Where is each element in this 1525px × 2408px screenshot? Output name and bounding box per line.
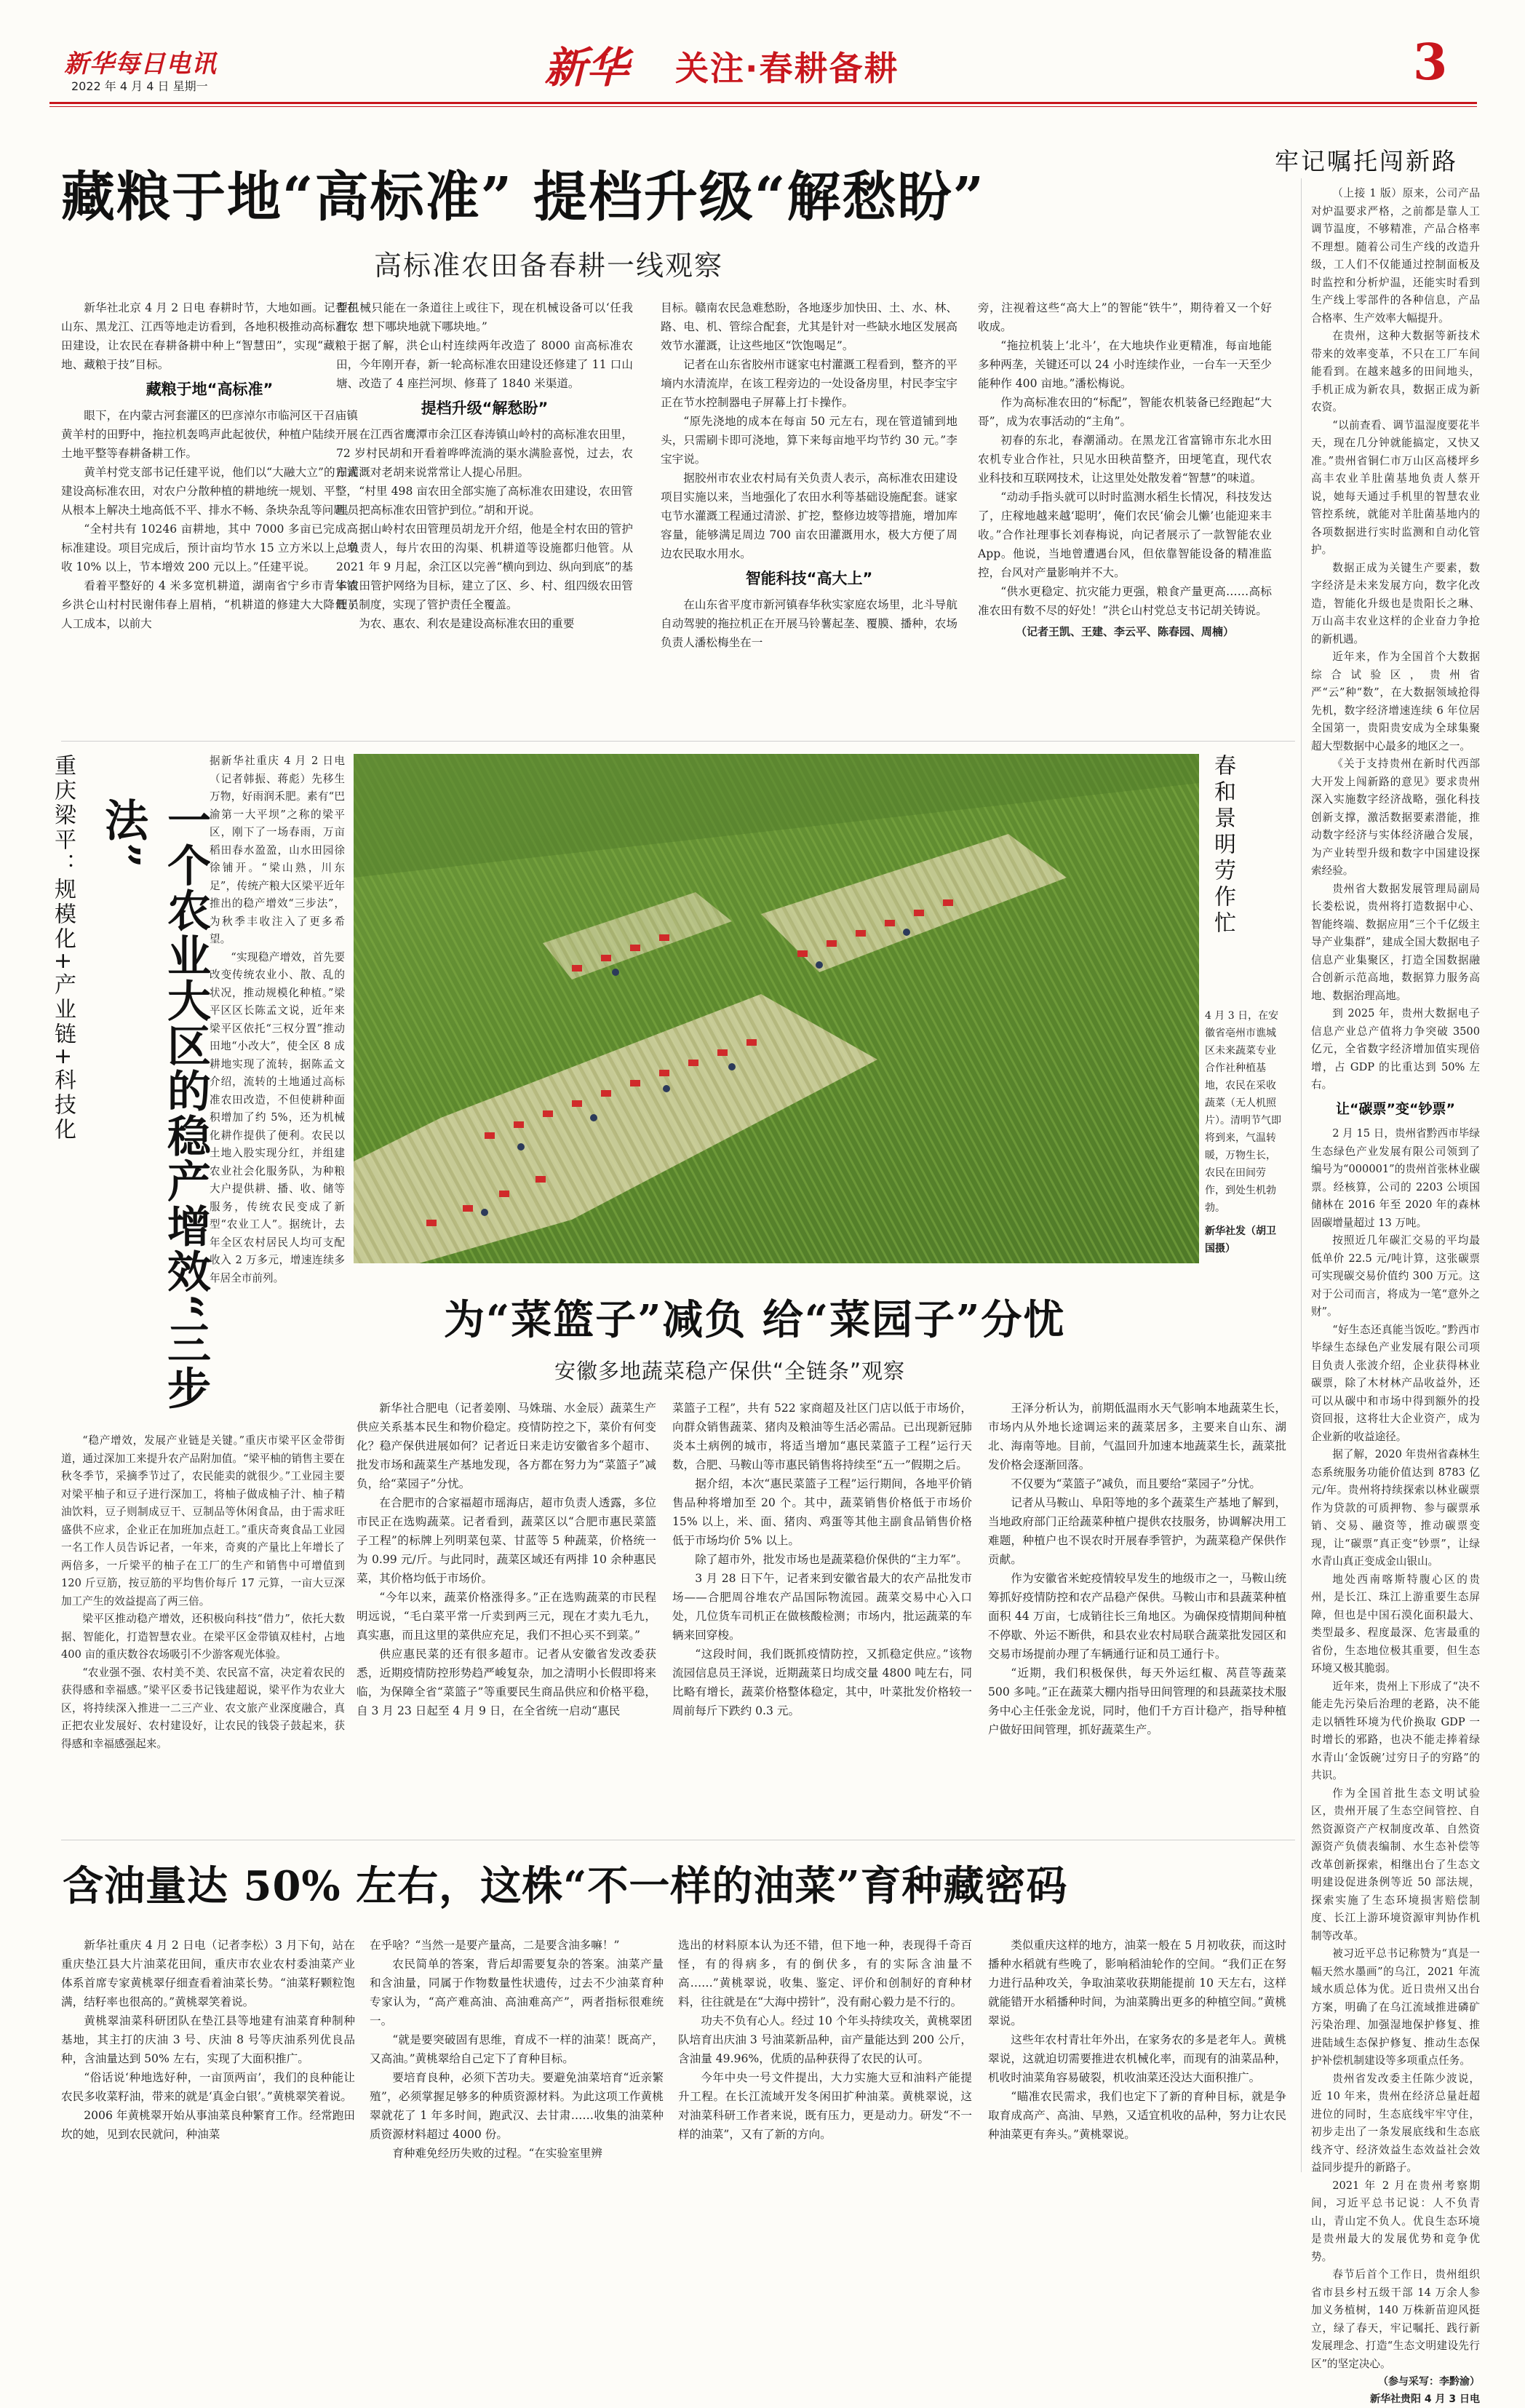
paragraph: “全村共有 10246 亩耕地，其中 7000 多亩已完成高标准建设。项目完成后，预计亩均节水 15 立方米以上，增收 10% 以上，节本增效 200 元以上。”任建平说。: [61, 522, 358, 573]
paragraph: 近年来，作为全国首个大数据综合试验区，贵州省严“云”种“数”，在大数据领域抢得先机，数字经济增速连续 6 年位居全国第一，贵阳贵安成为全球集聚超大型数据中心最多的地区之一。: [1311, 651, 1480, 752]
article1-col1: [61, 298, 358, 633]
paragraph: “这段时间，我们既抓疫情防控，又抓稳定供应。”该物流园信息员王泽说，近期蔬菜日均成交量 4800 吨左右，同比略有增长，蔬菜价格整体稳定，其中，叶菜批发价格较一周前每斤下跌约 0.3 元。: [672, 1648, 972, 1717]
paragraph: 今年中央一号文件提出，大力实施大豆和油料产能提升工程。在长江流域开发冬闲田扩种油菜。黄桃翠说，这对油菜科研工作者来说，既有压力，更是动力。研发“不一样的油菜”，又有了新的方向。: [678, 2071, 972, 2141]
subhead: 提档升级“解愁盼”: [421, 400, 549, 417]
paragraph: 型机械只能在一条道往上或往下，现在机械设备可以‘任我行’，想下哪块地就下哪块地。”: [336, 301, 633, 333]
vertical-col1: [210, 752, 345, 1287]
paragraph: 3 月 28 日下午，记者来到安徽省最大的农产品批发市场——合肥周谷堆农产品国际物流园。蔬菜交易中心入口处，几位货车司机正在做核酸检测；市场内，批运蔬菜的车辆来回穿梭。: [672, 1572, 972, 1642]
sidebar-dateline: 新华社贵阳 4 月 3 日电: [1370, 2393, 1480, 2405]
sidebar-body: [1311, 185, 1480, 2408]
paragraph: 选出的材料原本认为还不错，但下地一种，表现得千奇百怪，有的得病多，有的倒伏多，有的实际含油量不高……”黄桃翠说，收集、鉴定、评价和创制好的育种材料，往往就是在“大海中捞针”，没有耐心毅力是不行的。: [678, 1939, 972, 2008]
paragraph: 数据正成为关键生产要素，数字经济是未来发展方向，数字化改造，智能化升级也是贵阳长之琳、万山高丰农业这样的企业奋力争抢的新机遇。: [1311, 561, 1480, 645]
paragraph: 2006 年黄桃翠开始从事油菜良种繁育工作。经常跑田坎的她，见到农民就问，种油菜: [61, 2109, 355, 2141]
paragraph: 在乎啥？“当然一是要产量高，二是要含油多嘛！”: [370, 1939, 620, 1952]
paragraph: “供水更稳定、抗灾能力更强，粮食产量更高……高标准农田有数不尽的好处！”洪仑山村党总支书记胡关铸说。: [978, 585, 1272, 617]
paragraph: 初春的东北，春潮涌动。在黑龙江省富锦市东北水田农机专业合作社，只见水田秧苗整齐，田埂笔直，现代农业科技和互联网技术，让这里处处散发着“智慧”的味道。: [978, 434, 1272, 485]
paragraph: 作为安徽省米蛇疫情较早发生的地级市之一，马鞍山统筹抓好疫情防控和农产品稳产保供。马鞍山市和县蔬菜种植面积 44 万亩，七成销往长三角地区。为确保疫情期间种植不停歇、外运不断供，和县农业农村局联合蔬菜批发园区和交易市场提前办理了车辆通行证和员工通行卡。: [988, 1572, 1286, 1661]
paragraph: 据新华社重庆 4 月 2 日电（记者韩振、蒋彪）先移生万物，好雨润禾肥。素有“巴渝第一大平坝”之称的梁平区，刚下了一场春雨，万亩稻田春水盈盈，山水田园徐徐铺开。“梁山熟，川东足”，传统产粮大区梁平近年推出的稳产增效“三步法”，为秋季丰收注入了更多希望。: [210, 755, 345, 945]
subhead: 智能科技“高大上”: [745, 570, 873, 587]
paragraph: 这些年农村青壮年外出，在家务农的多是老年人。黄桃翠说，这就迫切需要推进农机械化率，而现有的油菜品种，机收时油菜角容易破裂，机收油菜还没达大面积推广。: [988, 2033, 1286, 2084]
paragraph: 被习近平总书记称赞为“真是一幅天然水墨画”的乌江，2021 年流域水质总体为优。近日贵州又出台方案，明确了在乌江流域推进磷矿污染治理、加强湿地保护修复、推进陆域生态保护修复、推动生态保护补偿机制建设等多项重点任务。: [1311, 1947, 1480, 2067]
paragraph: 作为全国首批生态文明试验区，贵州开展了生态空间管控、自然资源资产产权制度改革、自然资源资产负债表编制、水生态补偿等改革创新探索，相继出台了生态文明建设促进条例等近 50 部法规，探索实施了生态环境损害赔偿制度、长江上游环境资源审判协作机制等改革。: [1311, 1787, 1480, 1942]
article3-col1: [61, 1936, 355, 2144]
paragraph: 要培育良种，必须下苦功夫。要避免油菜培育“近亲繁殖”，必须掌握足够多的种质资源材料。为此这项工作黄桃翠就花了 1 年多时间，跑武汉、去甘肃……收集的油菜种质资源材料超过 4000 份。: [370, 2071, 664, 2141]
paragraph: 近年来，贵州上下形成了“决不能走先污染后治理的老路，决不能走以牺牲环境为代价换取 GDP 一时增长的邪路，也决不能走捧着绿水青山‘金饭碗’过穷日子的穷路”的共识。: [1311, 1680, 1480, 1781]
article2-headline: 为“菜篮子”减负 给“菜园子”分忧: [444, 1296, 1066, 1344]
paragraph: 2021 年 2 月在贵州考察期间，习近平总书记说：人不负青山，青山定不负人。优良生态环境是贵州最大的发展优势和竞争优势。: [1311, 2179, 1480, 2263]
paragraph: “实现稳产增效，首先要改变传统农业小、散、乱的状况，推动规模化种植。”梁平区区长陈孟文说，近年来梁平区依托“三权分置”推动田地“小改大”，使全区 8 成耕地实现了流转，据陈孟文介绍，流转的土地通过高标准农田改造，不但使耕种面积增加了约 5%，还为机械化耕作提供了便利。农民以土地入股实现分红，并组建农业社会化服务队，为种粮大户提供耕、播、收、储等服务，传统农民变成了新型“农业工人”。据统计，去年全区农村居民人均可支配收入 2 万多元，增速连续多年居全市前列。: [210, 950, 345, 1284]
article2-col3: [988, 1399, 1286, 1739]
article1-col3: [661, 298, 957, 652]
masthead-logo: 新华每日电讯: [64, 49, 217, 79]
paragraph: 春节后首个工作日，贵州组织省市县乡村五级干部 14 万余人参加义务植树，140 万株新苗迎风挺立，绿了春天，牢记嘱托、践行新发展理念、打造“生态文明建设先行区”的坚定决心。: [1311, 2268, 1480, 2370]
article3-col2: [370, 1936, 664, 2163]
paragraph: 新华社合肥电（记者姜刚、马姝瑞、水金辰）蔬菜生产供应关系基本民生和物价稳定。疫情防控之下，菜价有何变化？稳产保供进展如何？记者近日来走访安徽省多个超市、批发市场和蔬菜生产基地发现，各方都在努力为“菜篮子”减负，给“菜园子”分忧。: [357, 1402, 656, 1490]
article3-col4: [988, 1936, 1286, 2144]
paragraph: “俗话说‘种地选好种，一亩顶两亩’，我们的良种能让农民多收菜籽油，带来的就是‘真金白银’。”黄桃翠笑着说。: [61, 2071, 355, 2103]
paragraph: 据了解，2020 年贵州省森林生态系统服务功能价值达到 8783 亿元/年。贵州将持续探索以林业碳票作为贷款的可质押物、参与碳票承销、交易、融资等，推动碳票变现，让“碳票”真正变“钞票”，让绿水青山真正变成金山银山。: [1311, 1448, 1480, 1567]
paragraph: “好生态还真能当饭吃。”黔西市毕绿生态绿色产业发展有限公司项目负责人张波介绍，企业获得林业碳票，除了木材林产品收益外，还可以从碳中和市场中得到额外的投资回报，这将壮大企业资产，成为企业新的收益途径。: [1311, 1323, 1480, 1443]
article1-credit: （记者王凯、王建、李云平、陈春园、周楠）: [1015, 625, 1234, 638]
article3-col3: [678, 1936, 972, 2144]
paragraph: 功夫不负有心人。经过 10 个年头持续攻关，黄桃翠团队培育出庆油 3 号油菜新品种，亩产量能达到 200 公斤，含油量 49.96%，优质的品种获得了农民的认可。: [678, 2014, 973, 2065]
paragraph: 贵州省大数据发展管理局副局长娄松说，贵州将打造数据中心、智能终端、数据应用“三个千亿级主导产业集群”，建成全国大数据电子信息产业集聚区，打造全国数据融合创新示范高地，数据算力服务高地、数据治理高地。: [1311, 882, 1480, 1002]
sidebar-divider: [1301, 178, 1302, 2172]
paragraph: “近期，我们积极保供，每天外运红椒、莴苣等蔬菜 500 多吨。”正在蔬菜大棚内指导田间管理的和县蔬菜技术服务中心主任张金龙说，同时，他们千方百计稳产，指导种植户做好田间管理，抓好蔬菜生产。: [988, 1666, 1286, 1736]
paragraph: 2 月 15 日，贵州省黔西市毕绿生态绿色产业发展有限公司领到了编号为“000001”的贵州首张林业碳票。经核算，公司的 2203 公顷国储林在 2016 年至 2020 年的森林固碳增量超过 13 万吨。: [1311, 1127, 1480, 1229]
photo-caption-title: 春和景明劳作忙: [1210, 754, 1235, 937]
paragraph: “瞄准农民需求，我们也定下了新的育种目标，就是争取育成高产、高油、早熟，又适宜机收的品种，努力让农民种油菜更有奔头。”黄桃翠说。: [988, 2090, 1286, 2141]
paragraph: 据山岭村农田管理员胡龙开介绍，他是全村农田的管护总负责人，每片农田的沟渠、机耕道等设施都归他管。从 2021 年 9 月起，余江区以完善“横向到边、纵向到底”的基本农田管护网络为目标，建立了区、乡、村、组四级农田管理员制度，实现了管护责任全覆盖。: [336, 522, 633, 611]
field-photo: [354, 754, 1199, 1263]
paragraph: 黄桃翠油菜科研团队在垫江县等地建有油菜育种制种基地，其主打的庆油 3 号、庆油 8 号等庆油系列优良品种，含油量达到 50% 左右，实现了大面积推广。: [61, 2014, 355, 2065]
page-number: 3: [1413, 33, 1448, 92]
paragraph: 记者从马鞍山、阜阳等地的多个蔬菜生产基地了解到，当地政府部门正给蔬菜种植户提供农技服务，协调解决用工难题，种植户也不误农时开展春季管护，为蔬菜稳产保供作贡献。: [988, 1496, 1286, 1566]
sidebar-title: 牢记嘱托闯新路: [1275, 147, 1458, 175]
paragraph: 《关于支持贵州在新时代西部大开发上闯新路的意见》要求贵州深入实施数字经济战略，强化科技创新支撑，激活数据要素潜能，推动数字经济与实体经济融合发展，为产业转型升级和数字中国建设探索经验。: [1311, 758, 1480, 877]
paragraph: 据胶州市农业农村局有关负责人表示，高标准农田建设项目实施以来，当地强化了农田水利等基础设施配套。谜家屯节水灌溉工程通过清淤、扩挖，整修边坡等措施，增加库容量，能够满足周边 700 亩农田灌溉用水，极大方便了周边农民取水用水。: [661, 472, 957, 560]
photo-credit: 新华社发（胡卫国摄）: [1205, 1225, 1276, 1255]
paragraph: 菜篮子工程”，共有 522 家商超及社区门店以低于市场价，向群众销售蔬菜、猪肉及粮油等生活必需品。已出现新冠肺炎本土病例的城市，将适当增加“惠民菜篮子工程”运行天数，合肥、马鞍山等市惠民销售将持续至“五一”假期之后。: [672, 1402, 972, 1471]
paragraph: “以前查看、调节温湿度要花半天，现在几分钟就能搞定，又快又准。”贵州省铜仁市万山区高楼坪乡高丰农业羊肚菌基地负责人蔡开说，她每天通过手机里的智慧农业管控系统，就能对羊肚菌基地内的各项数据进行实时监测和自动化管护。: [1311, 418, 1480, 556]
paragraph: 不仅要为“菜篮子”减负，而且要给“菜园子”分忧。: [1011, 1477, 1261, 1490]
paragraph: 黄羊村党支部书记任建平说，他们以“大融大立”的方式建设高标准农田，对农户分散种植的耕地统一规划、平整，从根本上解决土地高低不平、排水不畅、条块杂乱等问题。: [61, 466, 358, 517]
paragraph: 作为高标准农田的“标配”，智能农机装备已经跑起“大哥”，成为农事活动的“主角”。: [978, 396, 1272, 428]
paragraph: 新华社重庆 4 月 2 日电（记者李松）3 月下旬，站在重庆垫江县大片油菜花田间，重庆市农业农村委油菜产业体系首席专家黄桃翠仔细查看着油菜长势。“油菜籽颗粒饱满，结籽率也很高的。”黄桃翠笑着说。: [61, 1939, 355, 2008]
paragraph: 据介绍，本次“惠民菜篮子工程”运行期间，各地平价销售品种将增加至 20 个。其中，蔬菜销售价格低于市场价 15% 以上，米、面、猪肉、鸡蛋等其他主副食品销售价格低于市场均价 5% 以上。: [672, 1477, 972, 1547]
article1-col2: [336, 298, 633, 633]
paragraph: “今年以来，蔬菜价格涨得多。”正在选购蔬菜的市民程明远说，“毛白菜平常一斤卖到两三元，现在才卖九毛九，真实惠，而且这里的菜供应充足，我们不担心买不到菜。”: [357, 1591, 656, 1642]
article1-deck: 高标准农田备春耕一线观察: [374, 250, 724, 282]
article1-headline: 藏粮于地“高标准” 提档升级“解愁盼”: [61, 166, 986, 229]
divider: [61, 741, 1295, 742]
paragraph: 为农、惠农、利农是建设高标准农田的重要: [359, 617, 575, 630]
paragraph: 地处西南喀斯特腹心区的贵州，是长江、珠江上游重要生态屏障，但也是中国石漠化面积最大、类型最多、程度最深、危害最重的省份，生态地位极其重要，但生态环境又极其脆弱。: [1311, 1573, 1480, 1674]
field-photo-art: [354, 754, 1199, 1263]
masthead-rule-thin: [49, 106, 1477, 107]
paragraph: 看着平整好的 4 米多宽机耕道，湖南省宁乡市青华铺乡洪仑山村村民谢伟春上眉梢，“机耕道的修建大大降低了人工成本，以前大: [61, 579, 358, 630]
paragraph: 据了解，洪仑山村连续两年改造了 8000 亩高标准农田，今年刚开春，新一轮高标准农田建设还修建了 11 口山塘、改造了 4 座拦河坝、修葺了 1840 米渠道。: [336, 339, 633, 390]
paragraph: 类似重庆这样的地方，油菜一般在 5 月初收获，而这时播种水稻就有些晚了，影响稻油轮作的空间。“我们正在努力进行品种攻关，争取油菜收获期能提前 10 天左右，这样就能错开水稻播种时间，为油菜腾出更多的种植空间。”黄桃翠说。: [988, 1939, 1286, 2027]
paragraph: 目标。赣南农民急难愁盼，各地逐步加快田、土、水、林、路、电、机、管综合配套，尤其是针对一些缺水地区发展高效节水灌溉，让这些地区“饮饱喝足”。: [661, 301, 957, 352]
paragraph: 旁，注视着这些“高大上”的智能“铁牛”，期待着又一个好收成。: [978, 301, 1272, 333]
sidebar-subhead: 让“碳票”变“钞票”: [1336, 1100, 1455, 1117]
paragraph: 在山东省平度市新河镇春华秋实家庭农场里，北斗导航自动驾驶的拖拉机正在开展马铃薯起垄、覆膜、播种，农场负责人潘松梅坐在一: [661, 598, 957, 649]
paragraph: “原先浇地的成本在每亩 50 元左右，现在管道铺到地头，只需刷卡即可浇地，算下来每亩地平均节约 30 元。”李宝宇说。: [661, 415, 957, 466]
paragraph: “稳产增效，发展产业链是关键。”重庆市梁平区金带街道，通过深加工来提升农产品附加值。“梁平柚的销售主要在秋冬季节，采摘季节过了，农民能卖的就很少。”工业园主要对梁平柚子和豆子进行深加工，将柚子做成柚子汁、柚子精油饮料，豆子则制成豆干、豆制品等休闲食品，由于需求旺盛供不应求，企业正在加班加点赶工。”重庆奇爽食品工业园一名工作人员告诉记者，一年来，奇爽的产量比上年增长了两倍多，一斤梁平的柚子在工厂的生产和销售中可增值到 120 斤豆筋，按豆筋的平均售价每斤 17 元算，一亩大豆深加工产生的效益提高了两三倍。: [61, 1434, 345, 1608]
paragraph: 除了超市外，批发市场也是蔬菜稳价保供的“主力军”。: [695, 1553, 968, 1566]
paragraph: “动动手指头就可以时时监测水稻生长情况，科技发达了，庄稼地越来越‘聪明’，俺们农民‘偷会儿懒’也能迎来丰收。”合作社理事长刘春梅说，向记者展示了一款智能农业 App。他说，当地曾遭遇台风，但依靠智能设备的精准监控，台风对产量影响并不大。: [978, 490, 1272, 579]
paragraph: 供应惠民菜的还有很多超市。记者从安徽省发改委获悉，近期疫情防控形势趋严峻复杂，加之清明小长假即将来临，为保障全省“菜篮子”等重要民生商品供应和价格平稳，自 3 月 23 日起至 4 月 9 日，在全省统一启动“惠民: [357, 1648, 656, 1717]
paragraph: “拖拉机装上‘北斗’，在大地块作业更精准，每亩地能多种两垄，关键还可以 24 小时连续作业，一台车一天至少能种作 400 亩地。”潘松梅说。: [978, 339, 1273, 390]
paragraph: 王泽分析认为，前期低温雨水天气影响本地蔬菜生长，市场内从外地长途调运来的蔬菜居多，主要来自山东、湖北、海南等地。目前，气温回升加速本地蔬菜生长，蔬菜批发价格会逐渐回落。: [988, 1402, 1286, 1471]
sidebar-credit: （参与采写：李黔渝）: [1378, 2376, 1480, 2388]
article1-col4: [978, 298, 1272, 640]
article2-deck: 安徽多地蔬菜稳产保供“全链条”观察: [554, 1359, 906, 1383]
paragraph: 记者在山东省胶州市谜家屯村灌溉工程看到，整齐的平墒内水清流岸，在该工程旁边的一处设备房里，村民李宝宇正在节水控制器电子屏幕上打卡操作。: [661, 358, 957, 409]
paragraph: 新华社北京 4 月 2 日电 春耕时节，大地如画。记者在山东、黑龙江、江西等地走访看到，各地积极推动高标准农田建设，让农民在春耕备耕中种上“智慧田”，实现“藏粮于地、藏粮于技”目标。: [61, 301, 358, 371]
article2-col2: [672, 1399, 972, 1720]
paragraph: “村里 498 亩农田全部实施了高标准农田建设，农田管理员把高标准农田管护到位。”胡和开说。: [336, 485, 633, 517]
article2-col1: [357, 1399, 656, 1720]
vertical-kicker: 重庆梁平：规模化+产业链+科技化: [50, 754, 76, 1143]
paragraph: 到 2025 年，贵州大数据电子信息产业总产值将力争突破 3500 亿元，全省数字经济增加值实现倍增，占 GDP 的比重达到 50% 左右。: [1311, 1007, 1480, 1091]
paragraph: 在合肥市的合家福超市瑶海店，超市负责人透露，多位市民正在选购蔬菜。记者看到，蔬菜区以“合肥市惠民菜篮子工程”的标牌上列明菜包菜、甘蓝等 5 种蔬菜，价格统一为 0.99 元/斤。与此同时，蔬菜区域还有两排 10 余种惠民菜，其价格均低于市场价。: [357, 1496, 656, 1585]
photo-caption-text: 4 月 3 日，在安徽省亳州市谯城区未来蔬菜专业合作社种植基地，农民在采收蔬菜（无人机照片）。清明节气即将到来，气温转暖，万物生长，农民在田间劳作，到处生机勃勃。: [1205, 1010, 1281, 1214]
masthead-date: 2022 年 4 月 4 日 星期一: [71, 79, 208, 93]
paragraph: “就是要突破固有思维，育成不一样的油菜！既高产，又高油。”黄桃翠给自己定下了育种目标。: [370, 2033, 664, 2065]
paragraph: （上接 1 版）原来，公司产品对炉温要求严格，之前都是靠人工调节温度，不够精准，产品合格率不理想。随着公司生产线的改造升级，工人们不仅能通过控制面板及时监控和分析炉温，还能实时看到生产线上零部件的各种信息，产品合格率、生产效率大幅提升。: [1311, 187, 1480, 325]
section-logo: 新华: [544, 43, 629, 92]
paragraph: 育种难免经历失败的过程。“在实验室里辨: [392, 2147, 602, 2160]
paragraph: 在贵州，这种大数据等新技术带来的效率变革，不只在工厂车间能看到。在越来越多的田间地头，手机正成为新农具，数据正成为新农资。: [1311, 330, 1480, 413]
article3-headline: 含油量达 50% 左右，这株“不一样的油菜”育种藏密码: [63, 1862, 1068, 1910]
paragraph: 贵州省发改委主任陈少波说，近 10 年来，贵州在经济总量赶超进位的同时，生态底线牢牢守住，初步走出了一条发展底线和生态底线齐守、经济效益生态效益社会效益同步提升的新路子。: [1311, 2072, 1480, 2174]
section-title: 关注·春耕备耕: [675, 49, 899, 88]
masthead-rule: [49, 102, 1477, 104]
paragraph: 按照近几年碳汇交易的平均最低单价 22.5 元/吨计算，这张碳票可实现碳交易价值约 300 万元。这对于公司而言，将成为一笔“意外之财”。: [1311, 1234, 1480, 1318]
paragraph: 在江西省鹰潭市余江区春涛镇山岭村的高标准农田里，72 岁村民胡和开看着哗哗流淌的渠水满脸喜悦，过去，农田灌溉对老胡来说常常让人提心吊胆。: [336, 428, 633, 479]
paragraph: 梁平区推动稳产增效，还积极向科技“借力”，依托大数据、智能化，打造智慧农业。在梁平区金带镇双桂村，占地 400 亩的重庆数谷农场吸引不少游客观光体验。: [61, 1613, 345, 1661]
subhead: 藏粮于地“高标准”: [146, 381, 274, 398]
paragraph: “农业强不强、农村美不美、农民富不富，决定着农民的获得感和幸福感。”梁平区委书记钱建超说，梁平作为农业大区，将持续深入推进一二三产业、农文旅产业深度融合，真正把农业发展好、农村建设好，让农民的钱袋子鼓起来，获得感和幸福感强起来。: [61, 1666, 345, 1750]
paragraph: 眼下，在内蒙古河套灌区的巴彦淖尔市临河区干召庙镇黄羊村的田野中，拖拉机轰鸣声此起彼伏，种植户陆续开展土地平整等春耕备耕工作。: [61, 409, 358, 460]
paragraph: 农民简单的答案，背后却需要复杂的答案。油菜产量和含油量，同属于作物数量性状遗传，过去不少油菜育种专家认为，“高产难高油、高油难高产”，两者指标很难统一。: [370, 1958, 664, 2027]
vertical-col-wide: [61, 1432, 345, 1753]
vertical-headline: 一个农业大区的稳产增效“三步法”: [97, 798, 211, 1411]
